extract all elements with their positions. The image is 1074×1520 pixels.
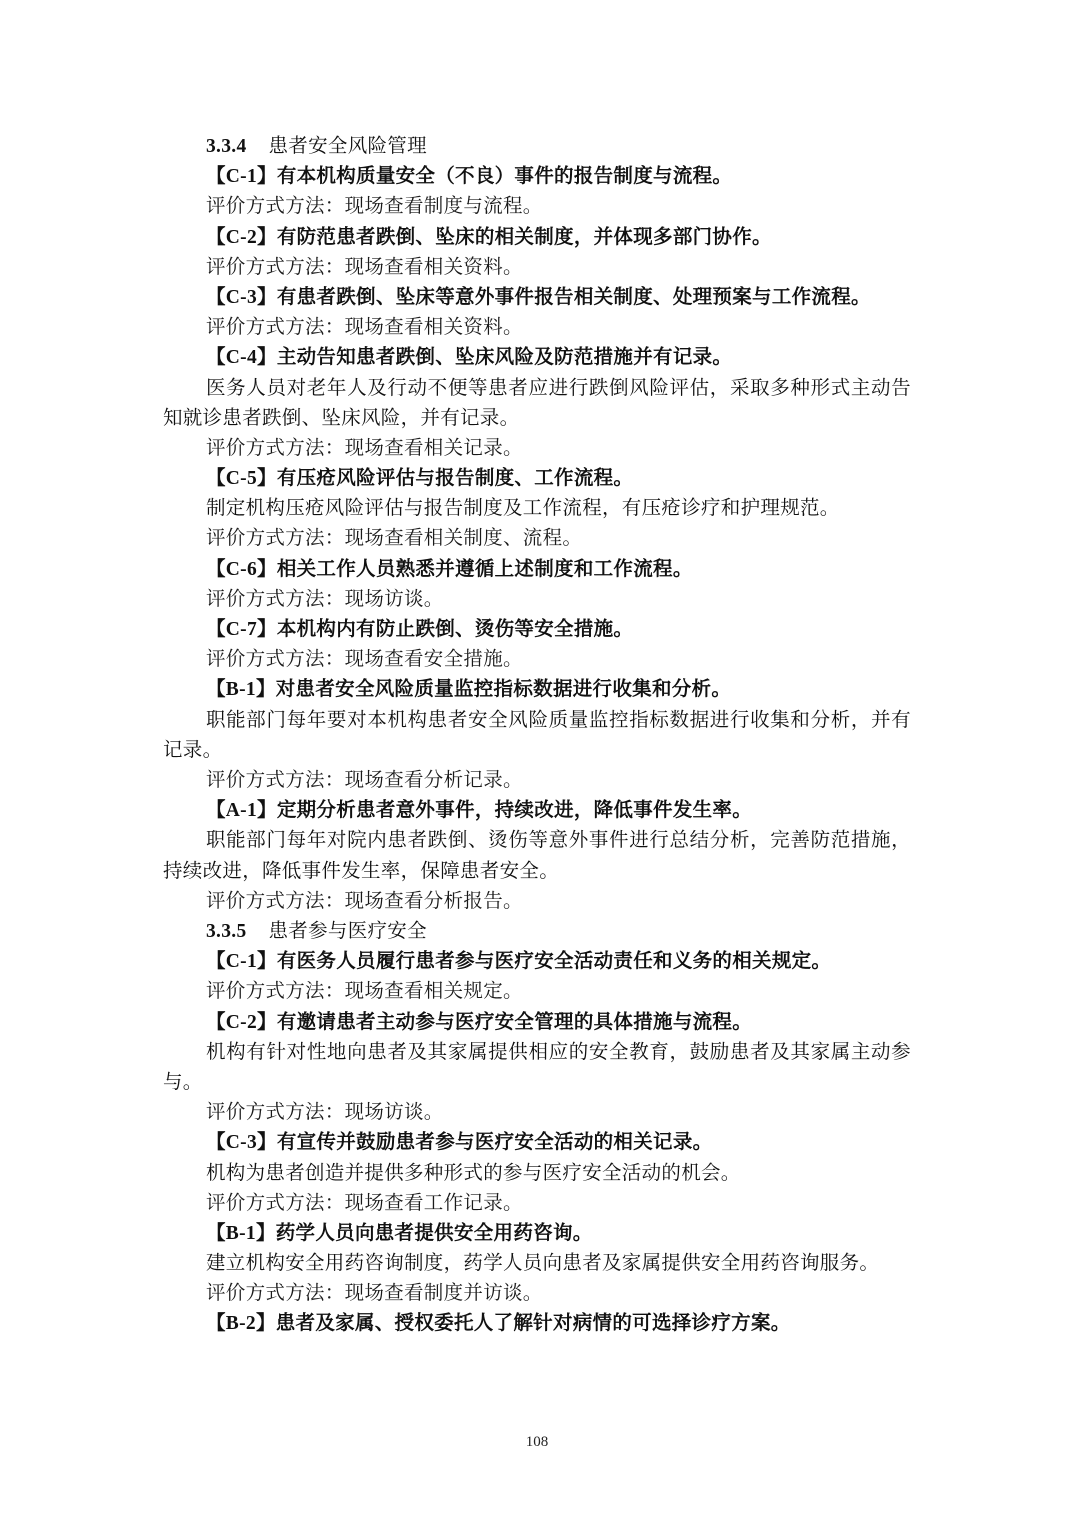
evaluation-method: 评价方式方法：现场查看相关规定。	[206, 979, 523, 1003]
section-number: 3.3.4	[206, 136, 247, 157]
evaluation-method: 评价方式方法：现场查看相关资料。	[206, 315, 523, 339]
criterion-b2	[163, 1308, 923, 1338]
criterion-description: 职能部门每年要对本机构患者安全风险质量监控指标数据进行收集和分析，并有记录。	[163, 707, 911, 761]
criterion-text: 相关工作人员熟悉并遵循上述制度和工作流程。	[276, 556, 693, 580]
evaluation-method: 评价方式方法：现场查看分析记录。	[206, 768, 523, 791]
criterion-code: 【C-2】	[206, 226, 277, 248]
criterion-description: 机构有针对性地向患者及其家属提供相应的安全教育，鼓励患者及其家属主动参与。	[163, 1039, 911, 1093]
criterion-description: 医务人员对老年人及行动不便等患者应进行跌倒风险评估，采取多种形式主动告知就诊患者跌倒、坠床风险，并有记录。	[163, 375, 911, 429]
criterion-c7	[163, 614, 923, 644]
criterion-text: 有本机构质量安全（不良）事件的报告制度与流程。	[276, 164, 733, 188]
section-title: 患者参与医疗安全	[268, 918, 427, 942]
criterion-text: 本机构内有防止跌倒、烫伤等安全措施。	[276, 617, 634, 641]
evaluation-method: 评价方式方法：现场查看工作记录。	[206, 1190, 523, 1214]
evaluation-method: 评价方式方法：现场访谈。	[206, 586, 444, 610]
criterion-code: 【C-3】	[206, 286, 277, 308]
criterion-text: 有邀请患者主动参与医疗安全管理的具体措施与流程。	[276, 1009, 753, 1033]
criterion-text: 有患者跌倒、坠床等意外事件报告相关制度、处理预案与工作流程。	[276, 284, 871, 308]
section-title: 患者安全风险管理	[268, 134, 427, 157]
evaluation-method: 评价方式方法：现场查看相关记录。	[206, 435, 523, 459]
criterion-text: 有医务人员履行患者参与医疗安全活动责任和义务的相关规定。	[276, 949, 832, 973]
criterion-b1	[163, 1218, 923, 1248]
evaluation-method: 评价方式方法：现场查看制度与流程。	[206, 194, 543, 218]
criterion-code: 【C-1】	[206, 166, 277, 188]
criterion-a1	[163, 795, 923, 825]
criterion-b1	[163, 674, 923, 704]
page-content	[163, 131, 923, 1339]
criterion-text: 对患者安全风险质量监控指标数据进行收集和分析。	[275, 677, 732, 701]
criterion-text: 患者及家属、授权委托人了解针对病情的可选择诊疗方案。	[275, 1311, 791, 1335]
evaluation-method: 评价方式方法：现场查看安全措施。	[206, 647, 523, 671]
criterion-code: 【C-7】	[206, 619, 277, 641]
evaluation-method: 评价方式方法：现场访谈。	[206, 1100, 444, 1124]
criterion-code: 【C-6】	[206, 558, 277, 580]
criterion-c1	[163, 161, 923, 191]
evaluation-method: 评价方式方法：现场查看分析报告。	[206, 888, 523, 912]
criterion-description: 建立机构安全用药咨询制度，药学人员向患者及家属提供安全用药咨询服务。	[206, 1251, 880, 1275]
criterion-code: 【A-1】	[206, 800, 277, 822]
criterion-text: 定期分析患者意外事件，持续改进，降低事件发生率。	[276, 798, 753, 822]
criterion-text: 有压疮风险评估与报告制度、工作流程。	[276, 466, 634, 490]
criterion-code: 【C-3】	[206, 1132, 277, 1154]
criterion-c2	[163, 222, 923, 252]
criterion-c5	[163, 463, 923, 493]
criterion-c1	[163, 946, 923, 976]
criterion-description: 制定机构压疮风险评估与报告制度及工作流程，有压疮诊疗和护理规范。	[206, 496, 840, 520]
criterion-code: 【B-2】	[206, 1313, 276, 1335]
criterion-code: 【C-5】	[206, 468, 277, 490]
criterion-description: 职能部门每年对院内患者跌倒、烫伤等意外事件进行总结分析，完善防范措施，持续改进，降低事件发生率，保障患者安全。	[163, 828, 911, 882]
criterion-text: 有宣传并鼓励患者参与医疗安全活动的相关记录。	[276, 1130, 713, 1154]
criterion-text: 有防范患者跌倒、坠床的相关制度，并体现多部门协作。	[276, 224, 772, 248]
criterion-description: 机构为患者创造并提供多种形式的参与医疗安全活动的机会。	[206, 1160, 741, 1184]
section-heading-3-3-5	[163, 916, 923, 946]
criterion-text: 主动告知患者跌倒、坠床风险及防范措施并有记录。	[276, 345, 733, 369]
section-number: 3.3.5	[206, 920, 247, 942]
criterion-text: 药学人员向患者提供安全用药咨询。	[275, 1220, 593, 1244]
criterion-c3	[163, 282, 923, 312]
page-number: 108	[525, 1434, 549, 1450]
section-heading-3-3-4	[163, 131, 923, 161]
criterion-code: 【B-1】	[206, 1222, 276, 1244]
criterion-code: 【C-2】	[206, 1011, 277, 1033]
criterion-c2	[163, 1007, 923, 1037]
criterion-code: 【C-1】	[206, 951, 277, 973]
criterion-code: 【B-1】	[206, 679, 276, 701]
criterion-code: 【C-4】	[206, 347, 277, 369]
criterion-c6	[163, 554, 923, 584]
criterion-c4	[163, 342, 923, 372]
evaluation-method: 评价方式方法：现场查看制度并访谈。	[206, 1281, 543, 1305]
evaluation-method: 评价方式方法：现场查看相关资料。	[206, 254, 523, 278]
criterion-c3	[163, 1127, 923, 1157]
evaluation-method: 评价方式方法：现场查看相关制度、流程。	[206, 526, 583, 550]
